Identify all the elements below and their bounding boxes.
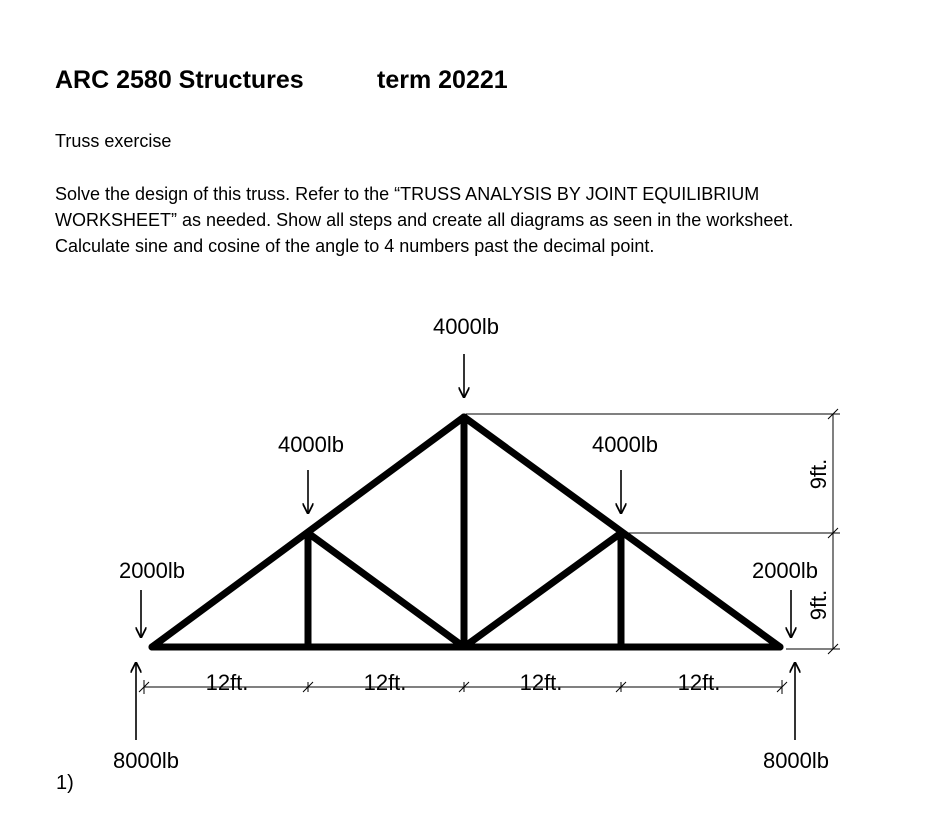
instruction-line: Solve the design of this truss. Refer to the “TRUSS ANALYSIS BY JOINT EQUILIBRIUM bbox=[55, 184, 760, 204]
instruction-line: WORKSHEET” as needed. Show all steps and create all diagrams as seen in the worksheet. bbox=[55, 210, 794, 230]
right-reaction-label: 8000lb bbox=[762, 748, 830, 773]
right-diagonal bbox=[464, 533, 621, 647]
left-reaction-label: 8000lb bbox=[112, 748, 180, 773]
apex-load-label: 4000lb bbox=[432, 314, 500, 339]
instruction-line: Calculate sine and cosine of the angle to 4 numbers past the decimal point. bbox=[55, 236, 655, 256]
height-label: 9ft. bbox=[806, 589, 831, 621]
right-panel-load-label: 4000lb bbox=[591, 432, 659, 457]
exercise-subtitle: Truss exercise bbox=[55, 131, 172, 151]
left-end-load-label: 2000lb bbox=[118, 558, 186, 583]
term-label: term 20221 bbox=[377, 66, 508, 94]
span-label: 12ft. bbox=[677, 670, 721, 695]
dimension-lines bbox=[139, 409, 840, 694]
span-label: 12ft. bbox=[205, 670, 249, 695]
truss-members bbox=[152, 417, 780, 647]
left-diagonal bbox=[308, 533, 464, 647]
right-end-load-label: 2000lb bbox=[751, 558, 819, 583]
span-label: 12ft. bbox=[363, 670, 407, 695]
height-label: 9ft. bbox=[806, 458, 831, 490]
course-title: ARC 2580 Structures bbox=[55, 66, 304, 94]
problem-number: 1) bbox=[56, 772, 74, 794]
left-panel-load-label: 4000lb bbox=[277, 432, 345, 457]
span-label: 12ft. bbox=[519, 670, 563, 695]
